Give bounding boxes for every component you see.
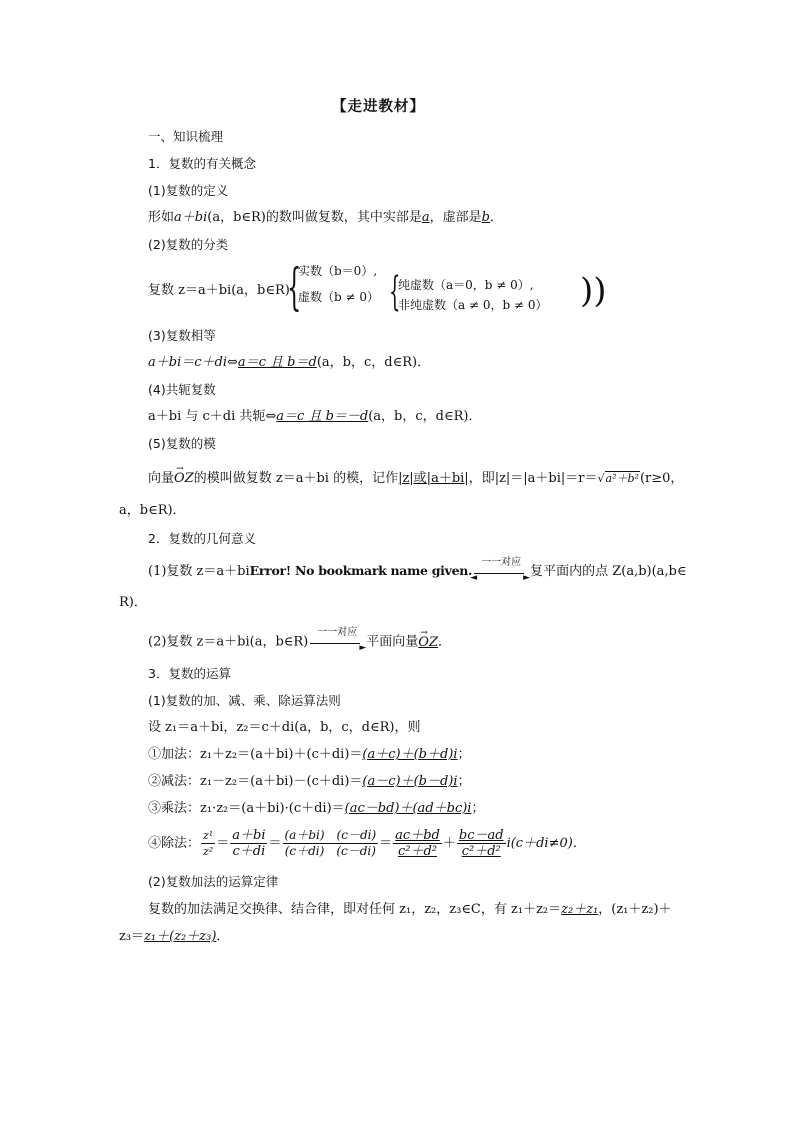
geometry-point-cont: R)． — [119, 595, 147, 610]
real-part-answer: a — [421, 210, 430, 225]
left-brace: { — [287, 258, 302, 316]
division-answer-imag: $\frac{bc-ad}{\text{c²＋d²}}$ — [458, 828, 504, 859]
sqrt-expression: a²＋b² — [605, 472, 639, 485]
conjugate-text: a＋bi 与 c＋di 共轭⇔a＝c 且 b＝－d(a，b，c，d∈R)． — [148, 409, 482, 424]
conjugate-answer: a＝c 且 b＝－d — [276, 409, 369, 424]
addition-answer: (a＋c)＋(b＋d)i — [362, 747, 458, 762]
pure-imaginary-item: 纯虚数（a＝0，b ≠ 0）, — [398, 278, 534, 292]
vector-oz: → OZ — [174, 470, 194, 488]
heading-op-rules: (1)复数的加、减、乘、除运算法则 — [148, 693, 341, 708]
bookmark-error: Error! No bookmark name given. — [249, 563, 473, 578]
definition-text: 形如a＋bi(a，b∈R)的数叫做复数，其中实部是a，虚部是b． — [148, 210, 504, 225]
op-multiplication: ③乘法：z₁·z₂＝(a＋bi)·(c＋di)＝(ac－bd)＋(ad＋bc)i； — [148, 801, 485, 816]
division-answer-real: $\frac{ac+bd}{\text{c²＋d²}}$ — [395, 828, 440, 859]
heading-operations: 3．复数的运算 — [148, 666, 231, 681]
op-subtraction: ②减法：z₁－z₂＝(a＋bi)－(c＋di)＝(a－c)＋(b－d)i； — [148, 774, 471, 789]
bijection-arrow: 一一对应 ◄ ► — [470, 556, 531, 583]
geometry-point-text: (1)复数 z＝a＋biError! No bookmark name given. 一一对应 ◄ ► 复平面内的点 Z(a,b)(a,b∈ — [148, 556, 687, 583]
imag-part-answer: b — [481, 210, 490, 225]
closing-parens: )) — [580, 271, 607, 311]
heading-knowledge: 一、知识梳理 — [148, 129, 224, 144]
associative-answer: z₁＋(z₂＋z₃) — [144, 929, 217, 944]
addition-laws-cont: z₃＝z₁＋(z₂＋z₃)． — [119, 929, 230, 944]
section-title: 【走进教材】 — [332, 98, 425, 115]
heading-equality: (3)复数相等 — [148, 328, 216, 343]
inner-brace: { — [389, 269, 401, 315]
heading-classification: (2)复数的分类 — [148, 237, 229, 252]
modulus-text-cont: a，b∈R)． — [119, 503, 186, 518]
equality-answer: a＝c 且 b＝d — [237, 355, 317, 370]
op-addition: ①加法：z₁＋z₂＝(a＋bi)＋(c＋di)＝(a＋c)＋(b＋d)i； — [148, 747, 471, 762]
multiplication-answer: (ac－bd)＋(ad＋bc)i — [344, 801, 472, 816]
heading-definition: (1)复数的定义 — [148, 183, 229, 198]
imaginary-number-item: 虚数（b ≠ 0） — [298, 290, 380, 304]
real-number-item: 实数（b＝0）, — [298, 264, 378, 278]
subtraction-answer: (a－c)＋(b－d)i — [362, 774, 458, 789]
heading-geometry: 2．复数的几何意义 — [148, 531, 256, 546]
non-pure-imaginary-item: 非纯虚数（a ≠ 0，b ≠ 0） — [398, 298, 548, 312]
op-setup: 设 z₁＝a＋bi，z₂＝c＋di(a，b，c，d∈R)，则 — [148, 720, 421, 735]
modulus-answer: |z|或|a＋bi| — [398, 471, 469, 486]
heading-modulus: (5)复数的模 — [148, 436, 216, 451]
heading-concepts: 1．复数的有关概念 — [148, 156, 256, 171]
modulus-text: 向量→ OZ的模叫做复数 z＝a＋bi 的模，记作|z|或|a＋bi|，即|z|＝|a＋bi|＝r＝√a²＋b²(r≥0， — [148, 470, 683, 488]
classification-lead: 复数 z＝a＋bi(a，b∈R) — [148, 283, 290, 298]
commutative-answer: z₂＋z₁ — [561, 902, 599, 917]
heading-conjugate: (4)共轭复数 — [148, 382, 216, 397]
addition-laws-text: 复数的加法满足交换律、结合律，即对任何 z₁，z₂，z₃∈C，有 z₁＋z₂＝z₂＋z₁，(z₁＋z₂)＋ — [148, 902, 672, 917]
op-division: ④除法： $\frac{\text{z¹}}{\text{z²}}$ ＝ $\frac{a+bi}{c+di}$ ＝ $\frac{(a+bi) (c-di)}{(c+di) (c-di)}$ ＝ $\frac{ac+bd}{\text{c²＋d²}}$ ＋ $\frac{bc-ad}{\text{c²＋d²}}$ i(c＋di≠0)． — [148, 828, 586, 859]
geometry-vector-text: (2)复数 z＝a＋bi(a，b∈R) 一一对应 ► 平面向量→ OZ． — [148, 633, 451, 652]
heading-addition-laws: (2)复数加法的运算定律 — [148, 874, 279, 889]
equality-text: a＋bi＝c＋di⇔a＝c 且 b＝d(a，b，c，d∈R)． — [148, 355, 431, 370]
vector-oz-answer: → OZ — [418, 634, 438, 652]
bijection-arrow-2: 一一对应 ► — [308, 633, 366, 651]
